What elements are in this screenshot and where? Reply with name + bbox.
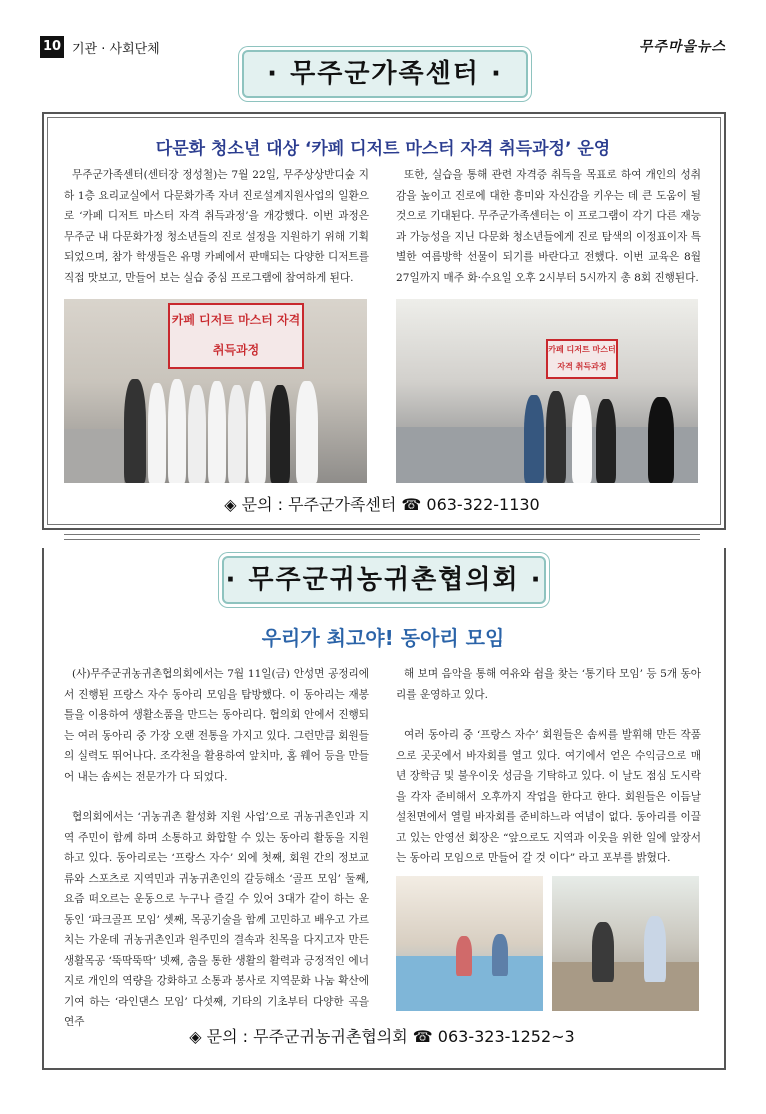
person-shape — [296, 381, 318, 483]
person-shape — [208, 381, 226, 483]
person-shape — [456, 936, 472, 976]
person-shape — [524, 395, 544, 483]
page-number: 10 — [40, 36, 64, 58]
person-shape — [188, 385, 206, 483]
paragraph: 여러 동아리 중 ‘프랑스 자수’ 회원들은 솜씨를 발휘해 만든 작품으로 곳곳에서 바자회를 열고 있다. 여기에서 얻은 수익금으로 매년 장학금 및 불우이웃 성금을 기탁하고 있다. 이 날도 점심 도시락을 각자 준비해서 오후까지 작업을 한다고 한다. 회원들은 이듬날 설천면에서 열릴 바자회를 준비하느라 여념이 없다. 동아리를 이끌고 있는 안영선 회장은 “앞으로도 지역과 이웃을 위한 일에 앞장서는 동아리 모임으로 만들어 갈 것 이다” 라고 포부를 밝혔다. — [396, 729, 701, 864]
article-column-right — [396, 664, 701, 869]
kitchen-counter — [64, 429, 124, 483]
article-column-right — [396, 165, 701, 288]
person-shape — [546, 391, 566, 483]
person-shape — [124, 379, 146, 483]
person-shape — [644, 916, 666, 982]
person-shape — [648, 397, 674, 483]
paragraph: 무주군가족센터(센터장 정성철)는 7월 22일, 무주상상반디숲 지하 1층 요리교실에서 다문화가족 자녀 진로설계지원사업의 일환으로 ‘카페 디저트 마스터 자격 취득과정’을 개강했다. 이번 과정은 무주군 내 다문화가정 청소년들의 진로 설정을 지원하기 위해 기획되었으며, 참가 학생들은 유명 카페에서 판매되는 다양한 디저트를 직접 맛보고, 만들어 보는 실습 중심 프로그램에 참여하게 된다. — [64, 169, 369, 284]
person-shape — [248, 381, 266, 483]
person-shape — [596, 399, 616, 483]
paragraph: 협의회에서는 ‘귀농귀촌 활성화 지원 사업’으로 귀농귀촌인과 지역 주민이 함께 하며 소통하고 화합할 수 있는 동아리 활동을 지원하고 있다. 동아리로는 ‘프랑스 자수’ 외에 첫째, 회원 간의 정보교류와 스포츠로 지역민과 귀농귀촌인의 갈등해소 ‘골프 모임’ 둘째, 요즘 떠오르는 운동으로 누구나 즐길 수 있어 3대가 같이 하는 운동인 ‘파크골프 모임’ 셋째, 목공기술을 함께 고민하고 배우고 가르치는 가운데 귀농귀촌인과 원주민의 결속과 친목을 다지고자 만든 생활목공 ‘뚝딱뚝딱’ 넷째, 춤을 통한 생활의 활력과 긍정적인 에너지로 개인의 역량을 강화하고 소통과 봉사로 지역문화 나눔 확산에 기여 하는 ‘라인댄스 모임’ 다섯째, 기타의 기초부터 다양한 곡을 연주 — [64, 811, 369, 1028]
photo-group-students — [64, 299, 367, 483]
person-shape — [592, 922, 614, 982]
photo-banner: 카페 디저트 마스터 자격 취득과정 — [546, 339, 618, 379]
person-shape — [492, 934, 508, 976]
contact-return-farming: ◈ 문의 : 무주군귀농귀촌협의회 ☎ 063-323-1252~3 — [189, 1027, 575, 1046]
article-title-club-meeting: 우리가 최고야! 동아리 모임 — [261, 626, 505, 650]
photo-banner: 카페 디저트 마스터 자격 취득과정 — [168, 303, 304, 369]
contact-family-center: ◈ 문의 : 무주군가족센터 ☎ 063-322-1130 — [224, 495, 540, 514]
person-shape — [572, 395, 592, 483]
paragraph: 또한, 실습을 통해 관련 자격증 취득을 목표로 하여 개인의 성취감을 높이고 진로에 대한 흥미와 자신감을 키우는 데 큰 도움이 될 것으로 기대된다. 무주군가족센터는 이 프로그램이 각기 다른 재능과 가능성을 지닌 다문화 청소년들에게 진로 탐색의 이정표이자 특별한 여름방학 선물이 되기를 바란다고 전했다. 이번 교육은 8월 27일까지 매주 화·수요일 오후 2시부터 5시까지 총 8회 진행된다. — [396, 169, 701, 284]
photo-embroidery-club-sewing — [552, 876, 699, 1011]
person-shape — [148, 383, 166, 483]
photo-cooking-class — [396, 299, 698, 483]
paragraph: (사)무주군귀농귀촌협의회에서는 7월 11일(금) 안성면 공정리에서 진행된 프랑스 자수 동아리 모임을 탐방했다. 이 동아리는 재봉틀을 이용하여 생활소품을 만드는 동아리다. 협의회 안에서 진행되는 여러 동아리 중 가장 오랜 전통을 가지고 있다. 그런만큼 회원들의 실력도 뛰어나다. 조각천을 활용하여 앞치마, 홈 웨어 등을 만들어 내는 솜씨는 전문가가 다 되었다. — [64, 668, 369, 783]
page-category: 기관 · 사회단체 — [72, 42, 160, 57]
section-title-return-farming: · 무주군귀농귀촌협의회 · — [222, 556, 546, 604]
person-shape — [270, 385, 290, 483]
article-title-dessert-course: 다문화 청소년 대상 ‘카페 디저트 마스터 자격 취득과정’ 운영 — [155, 139, 611, 159]
article-column-left — [64, 664, 369, 1033]
paragraph: 해 보며 음악을 통해 여유와 쉼을 찾는 ‘통기타 모임’ 등 5개 동아리를 운영하고 있다. — [396, 668, 701, 701]
article-column-left — [64, 165, 369, 288]
person-shape — [228, 385, 246, 483]
work-tables — [552, 962, 699, 1011]
section-divider — [64, 534, 700, 540]
photo-embroidery-club-room — [396, 876, 543, 1011]
person-shape — [168, 379, 186, 483]
newsletter-brand: 무주마을뉴스 — [638, 39, 726, 55]
section-title-family-center: · 무주군가족센터 · — [242, 50, 528, 98]
